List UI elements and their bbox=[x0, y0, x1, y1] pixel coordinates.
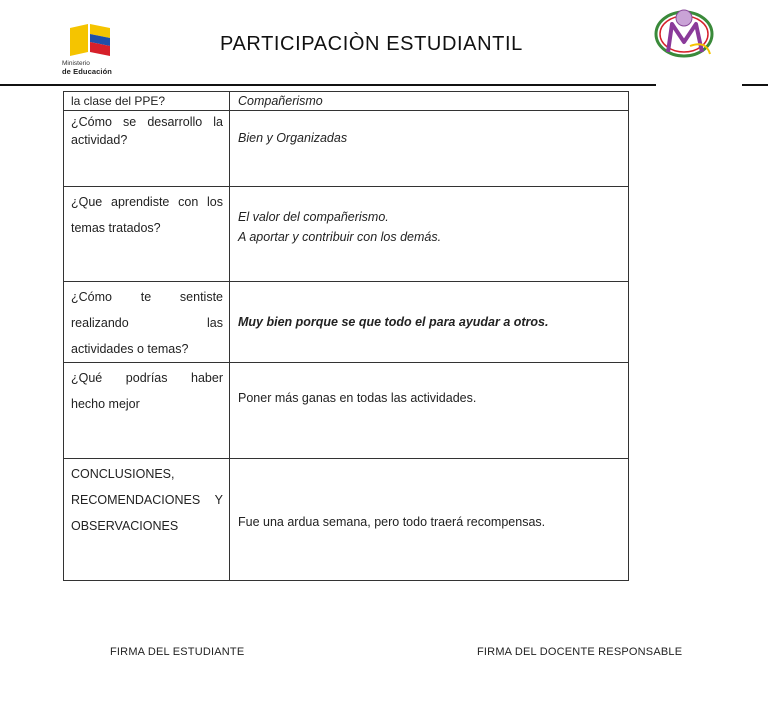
table-row bbox=[64, 282, 629, 363]
question-cell bbox=[64, 363, 230, 459]
question-text-line: CONCLUSIONES, bbox=[71, 467, 175, 481]
ministry-line2: de Educación bbox=[62, 67, 112, 76]
answer-text-line: El valor del compañerismo. bbox=[238, 210, 389, 224]
question-cell: la clase del PPE? bbox=[64, 92, 230, 111]
question-text-line: actividades o temas? bbox=[71, 342, 189, 356]
page-title: PARTICIPACIÒN ESTUDIANTIL bbox=[220, 33, 523, 55]
school-emblem-logo bbox=[650, 4, 722, 64]
question-text-line: ¿Cómo te sentiste bbox=[71, 290, 223, 304]
emblem-m-icon bbox=[650, 4, 722, 64]
question-text-line: RECOMENDACIONES Y bbox=[71, 493, 223, 507]
student-signature-label: FIRMA DEL ESTUDIANTE bbox=[110, 646, 245, 658]
answer-text-line: A aportar y contribuir con los demás. bbox=[238, 230, 442, 244]
teacher-signature-label: FIRMA DEL DOCENTE RESPONSABLE bbox=[477, 646, 683, 658]
header-divider bbox=[0, 84, 768, 86]
table-row bbox=[64, 111, 629, 187]
answer-cell: Fue una ardua semana, pero todo traerá recompensas. bbox=[230, 459, 629, 581]
ministry-line1: Ministerio bbox=[62, 60, 90, 67]
question-cell bbox=[64, 459, 230, 581]
participation-table bbox=[63, 91, 629, 581]
question-cell bbox=[64, 282, 230, 363]
question-cell bbox=[64, 111, 230, 187]
question-text-line: hecho mejor bbox=[71, 397, 140, 411]
ministerio-educacion-logo bbox=[62, 22, 122, 80]
table-row bbox=[64, 92, 629, 111]
table-row bbox=[64, 459, 629, 581]
answer-cell: Muy bien porque se que todo el para ayudar a otros. bbox=[230, 282, 629, 363]
answer-cell: Poner más ganas en todas las actividades. bbox=[230, 363, 629, 459]
question-text-line: OBSERVACIONES bbox=[71, 519, 179, 533]
question-text-line: actividad? bbox=[71, 133, 128, 147]
question-text-line: ¿Que aprendiste con los bbox=[71, 195, 223, 209]
table-row bbox=[64, 363, 629, 459]
answer-cell: Bien y Organizadas bbox=[230, 111, 629, 187]
question-text-line: temas tratados? bbox=[71, 221, 161, 235]
flag-book-icon bbox=[68, 22, 112, 58]
answer-cell bbox=[230, 187, 629, 282]
question-text-line: ¿Cómo se desarrollo la bbox=[71, 115, 223, 129]
question-text-line: realizando las bbox=[71, 316, 223, 330]
table-row bbox=[64, 187, 629, 282]
question-cell bbox=[64, 187, 230, 282]
answer-cell: Compañerismo bbox=[230, 92, 629, 111]
question-text-line: ¿Qué podrías haber bbox=[71, 371, 223, 385]
